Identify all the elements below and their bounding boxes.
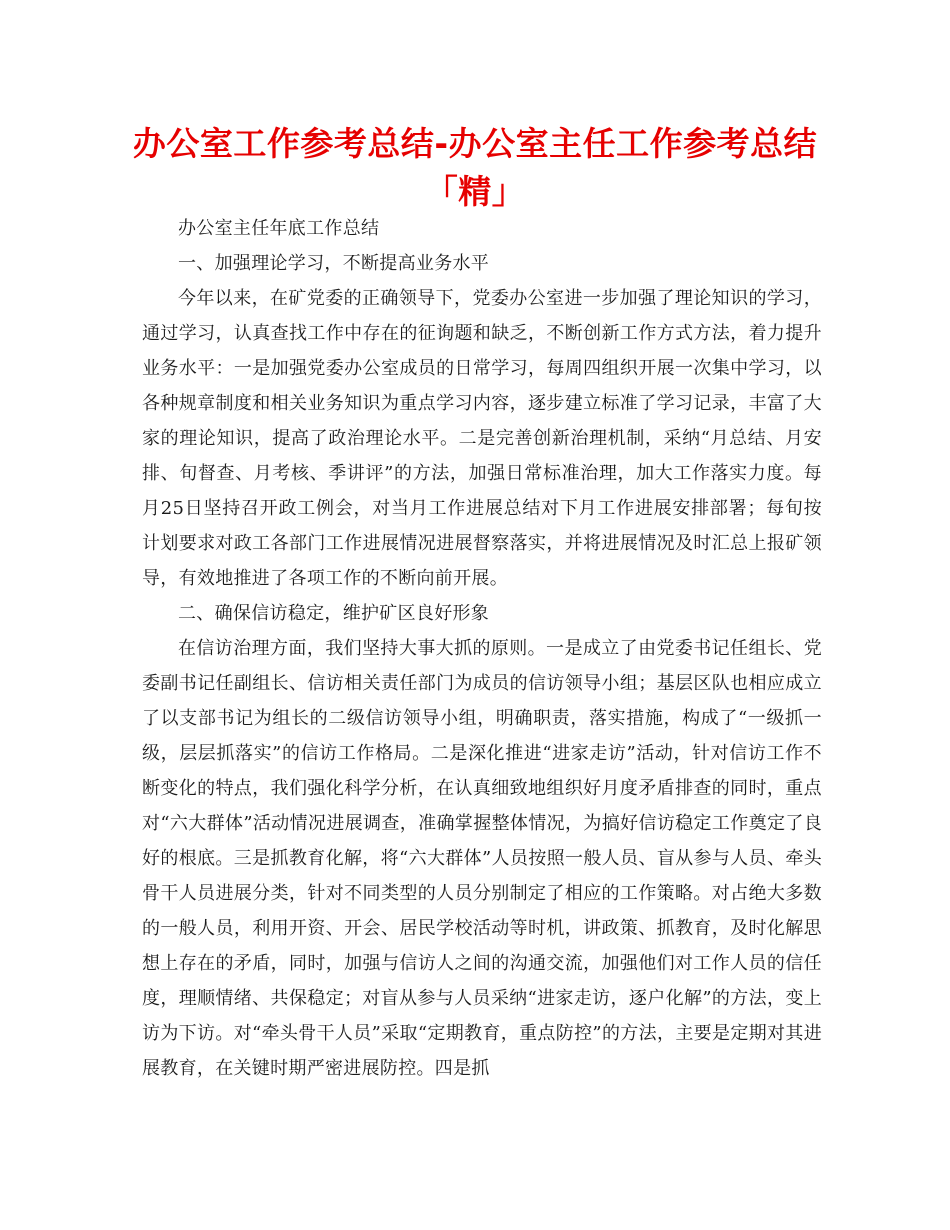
section-2-heading: 二、确保信访稳定，维护矿区良好形象	[178, 603, 490, 624]
document-body	[142, 211, 822, 1086]
document-subtitle: 办公室主任年底工作总结	[178, 218, 380, 239]
document-title: 办公室工作参考总结-办公室主任工作参考总结「精」	[132, 124, 818, 211]
section-2-paragraph: 在信访治理方面，我们坚持大事大抓的原则。一是成立了由党委书记任组长、党委副书记任副组长、信访相关责任部门为成员的信访领导小组；基层区队也相应成立了以支部书记为组长的二级信访领导小组，明确职责，落实措施，构成了“一级抓一级，层层抓落实”的信访工作格局。二是深化推进“进家走访”活动，针对信访工作不断变化的特点，我们强化科学分析，在认真细致地组织好月度矛盾排查的同时，重点对“六大群体”活动情况进展调查，准确掌握整体情况，为搞好信访稳定工作奠定了良好的根底。三是抓教育化解，将“六大群体”人员按照一般人员、盲从参与人员、牵头骨干人员进展分类，针对不同类型的人员分别制定了相应的工作策略。对占绝大多数的一般人员，利用开资、开会、居民学校活动等时机，讲政策、抓教育，及时化解思想上存在的矛盾，同时，加强与信访人之间的沟通交流，加强他们对工作人员的信任度，理顺情绪、共保稳定；对盲从参与人员采纳“进家走访，逐户化解”的方法，变上访为下访。对“牵头骨干人员”采取“定期教育，重点防控”的方法，主要是定期对其进展教育，在关键时期严密进展防控。四是抓	[142, 638, 822, 1079]
section-1-heading: 一、加强理论学习，不断提高业务水平	[178, 253, 490, 274]
section-1-paragraph: 今年以来，在矿党委的正确领导下，党委办公室进一步加强了理论知识的学习，通过学习，认真查找工作中存在的征询题和缺乏，不断创新工作方式方法，着力提升业务水平：一是加强党委办公室成员的日常学习，每周四组织开展一次集中学习，以各种规章制度和相关业务知识为重点学习内容，逐步建立标准了学习记录，丰富了大家的理论知识，提高了政治理论水平。二是完善创新治理机制，采纳“月总结、月安排、旬督查、月考核、季讲评”的方法，加强日常标准治理，加大工作落实力度。每月25日坚持召开政工例会，对当月工作进展总结对下月工作进展安排部署；每旬按计划要求对政工各部门工作进展情况进展督察落实，并将进展情况及时汇总上报矿领导，有效地推进了各项工作的不断向前开展。	[142, 288, 822, 589]
